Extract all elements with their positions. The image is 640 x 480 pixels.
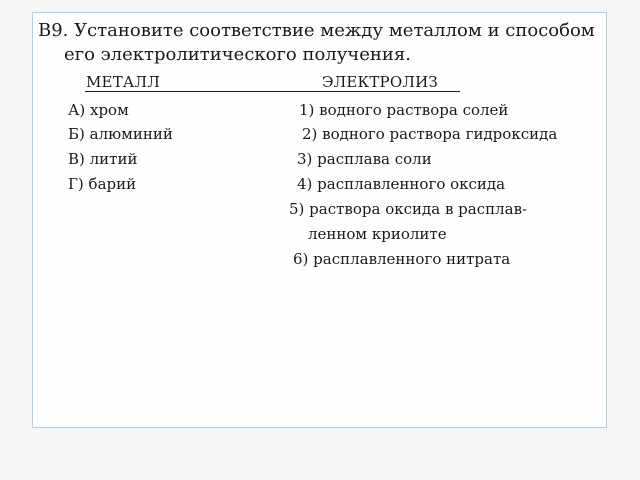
- header-underline: [85, 91, 460, 92]
- metal-item-a: А) хром: [68, 101, 129, 119]
- method-item-6: 6) расплавленного нитрата: [293, 250, 511, 268]
- method-item-4: 4) расплавленного оксида: [297, 175, 506, 193]
- metal-item-v: В) литий: [68, 150, 138, 168]
- header-metal: МЕТАЛЛ: [86, 73, 160, 91]
- question-text: В9. Установите соответствие между металлом и способом его электролитического получения.: [38, 20, 595, 65]
- metal-item-b: Б) алюминий: [68, 125, 173, 143]
- slide-frame: [32, 12, 607, 428]
- method-item-3: 3) расплава соли: [297, 150, 432, 168]
- method-item-5-continued: ленном криолите: [308, 225, 447, 243]
- method-item-2: 2) водного раствора гидроксида: [302, 125, 558, 143]
- method-item-1: 1) водного раствора солей: [299, 101, 509, 119]
- metal-item-g: Г) барий: [68, 175, 137, 193]
- method-item-5: 5) раствора оксида в расплав-: [289, 200, 528, 218]
- header-electrolysis: ЭЛЕКТРОЛИЗ: [322, 73, 438, 91]
